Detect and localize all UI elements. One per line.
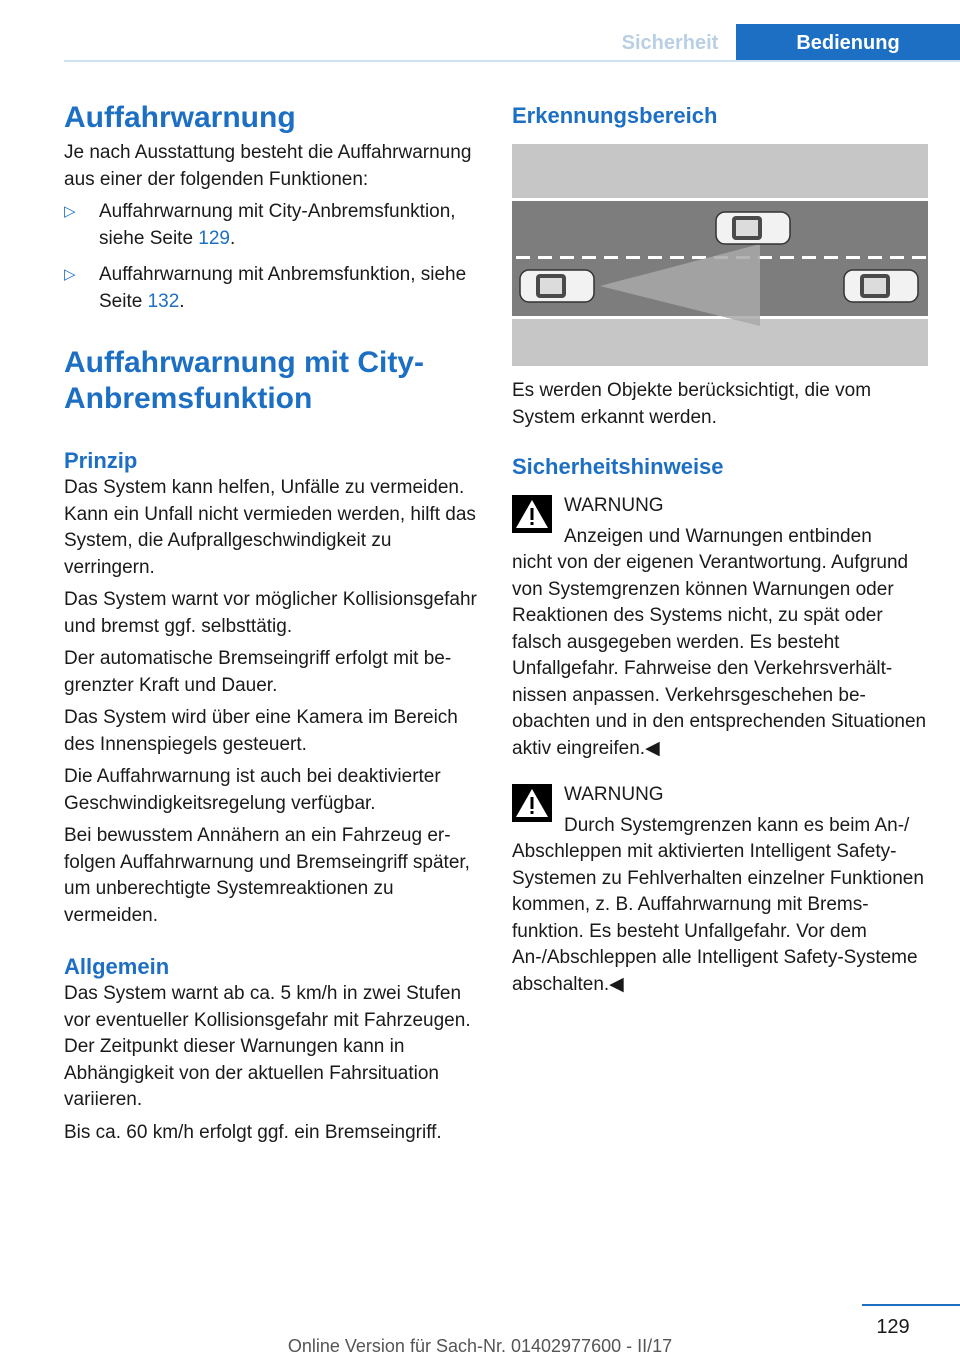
right-column [512, 100, 930, 998]
warning-title: WARNUNG [564, 495, 664, 516]
page-number: 129 [876, 1316, 910, 1338]
tab-bedienung[interactable]: Bedienung [736, 24, 960, 62]
figure-caption: Es werden Objekte berücksichtigt, die vom System erkannt werden. [512, 380, 872, 428]
function-list [64, 199, 482, 315]
list-item-end: . [179, 290, 185, 312]
intro-paragraph: Je nach Ausstattung besteht die Auffahrwarnung aus einer der folgenden Funktionen: [64, 142, 472, 190]
list-item [64, 262, 482, 315]
triangle-right-icon: ▷ [64, 266, 76, 283]
left-column [64, 100, 482, 1146]
paragraph: Der automatische Bremseingriff erfolgt mit begrenzter Kraft und Dauer. [64, 648, 452, 696]
road-diagram [512, 144, 928, 366]
page-link-129[interactable]: 129 [198, 227, 230, 249]
paragraph: Das System warnt ab ca. 5 km/h in zwei Stufen vor eventueller Kollisionsgefahr mit Fahrzeugen. Der Zeitpunkt dieser Warnungen kann in Abhängigkeit von der aktuellen Fahrsituation variieren. [64, 983, 471, 1110]
warning-first-line: Durch Systemgrenzen kann es beim An-/ [564, 814, 910, 836]
list-item [64, 199, 482, 252]
warning-title: WARNUNG [564, 784, 664, 805]
header-divider [64, 60, 960, 62]
triangle-right-icon: ▷ [64, 203, 76, 220]
warning-box [512, 782, 930, 998]
paragraph: Das System wird über eine Kamera im Bereich des Innenspiegels gesteuert. [64, 707, 458, 755]
car-icon [520, 270, 594, 302]
car-icon [716, 212, 790, 244]
page-link-132[interactable]: 132 [147, 290, 180, 312]
subheading-erkennungsbereich: Erkennungsbereich [512, 103, 718, 128]
subheading-prinzip: Prinzip [64, 448, 138, 473]
warning-text: nicht von der eigenen Verantwortung. Aufgrund von Systemgrenzen können Warnungen oder Reaktionen des Systems nicht, zu spät oder falsch ausgegeben werden. Es besteht Unfallgefahr. Fahrweise den Verkehrsverhältnissen anpassen. Verkehrsgeschehen beobachten und in den entsprechenden Situationen aktiv eingreifen.◀ [512, 552, 927, 759]
section-title-auffahrwarnung: Auffahrwarnung [64, 101, 296, 134]
tab-sicherheit[interactable]: Sicherheit [621, 31, 719, 54]
list-item-text: Auffahrwarnung mit City-Anbremsfunktion, siehe Seite [99, 201, 456, 249]
warning-triangle-icon [512, 784, 552, 822]
paragraph: Bis ca. 60 km/h erfolgt ggf. ein Bremseingriff. [64, 1121, 442, 1143]
detection-area-illustration [512, 144, 928, 366]
footer-divider [862, 1304, 960, 1306]
warning-first-line: Anzeigen und Warnungen entbinden [564, 525, 872, 547]
subheading-allgemein: Allgemein [64, 954, 170, 979]
list-item-text: Auffahrwarnung mit Anbremsfunktion, siehe Seite [99, 264, 467, 312]
warning-text: Abschleppen mit aktivierten Intelligent Safety-Systemen zu Fehlverhalten einzelner Funktionen kommen, z. B. Auffahrwarnung mit Bremsfunktion. Es besteht Unfallgefahr. Vor dem An-/Abschleppen alle Intelligent Safety-Systeme abschalten.◀ [512, 841, 924, 995]
warning-box [512, 493, 930, 762]
section-title-city-anbremsfunktion: Auffahrwarnung mit City-Anbremsfunktion [64, 346, 424, 415]
paragraph: Das System kann helfen, Unfälle zu vermeiden. Kann ein Unfall nicht vermieden werden, hilft das System, die Aufprallgeschwindigkeit zu verringern. [64, 477, 476, 578]
online-version-note: Online Version für Sach-Nr. 01402977600 - II/17 [287, 1336, 673, 1356]
list-item-end: . [230, 227, 236, 249]
car-icon [844, 270, 918, 302]
paragraph: Die Auffahrwarnung ist auch bei deaktivierter Geschwindigkeitsregelung verfügbar. [64, 766, 441, 814]
paragraph: Bei bewusstem Annähern an ein Fahrzeug erfolgen Auffahrwarnung und Bremseingriff später, um unberechtigte Systemreaktionen zu vermeiden. [64, 825, 470, 926]
paragraph: Das System warnt vor möglicher Kollisionsgefahr und bremst ggf. selbsttätig. [64, 589, 477, 637]
subheading-sicherheitshinweise: Sicherheitshinweise [512, 454, 724, 479]
warning-triangle-icon [512, 495, 552, 533]
